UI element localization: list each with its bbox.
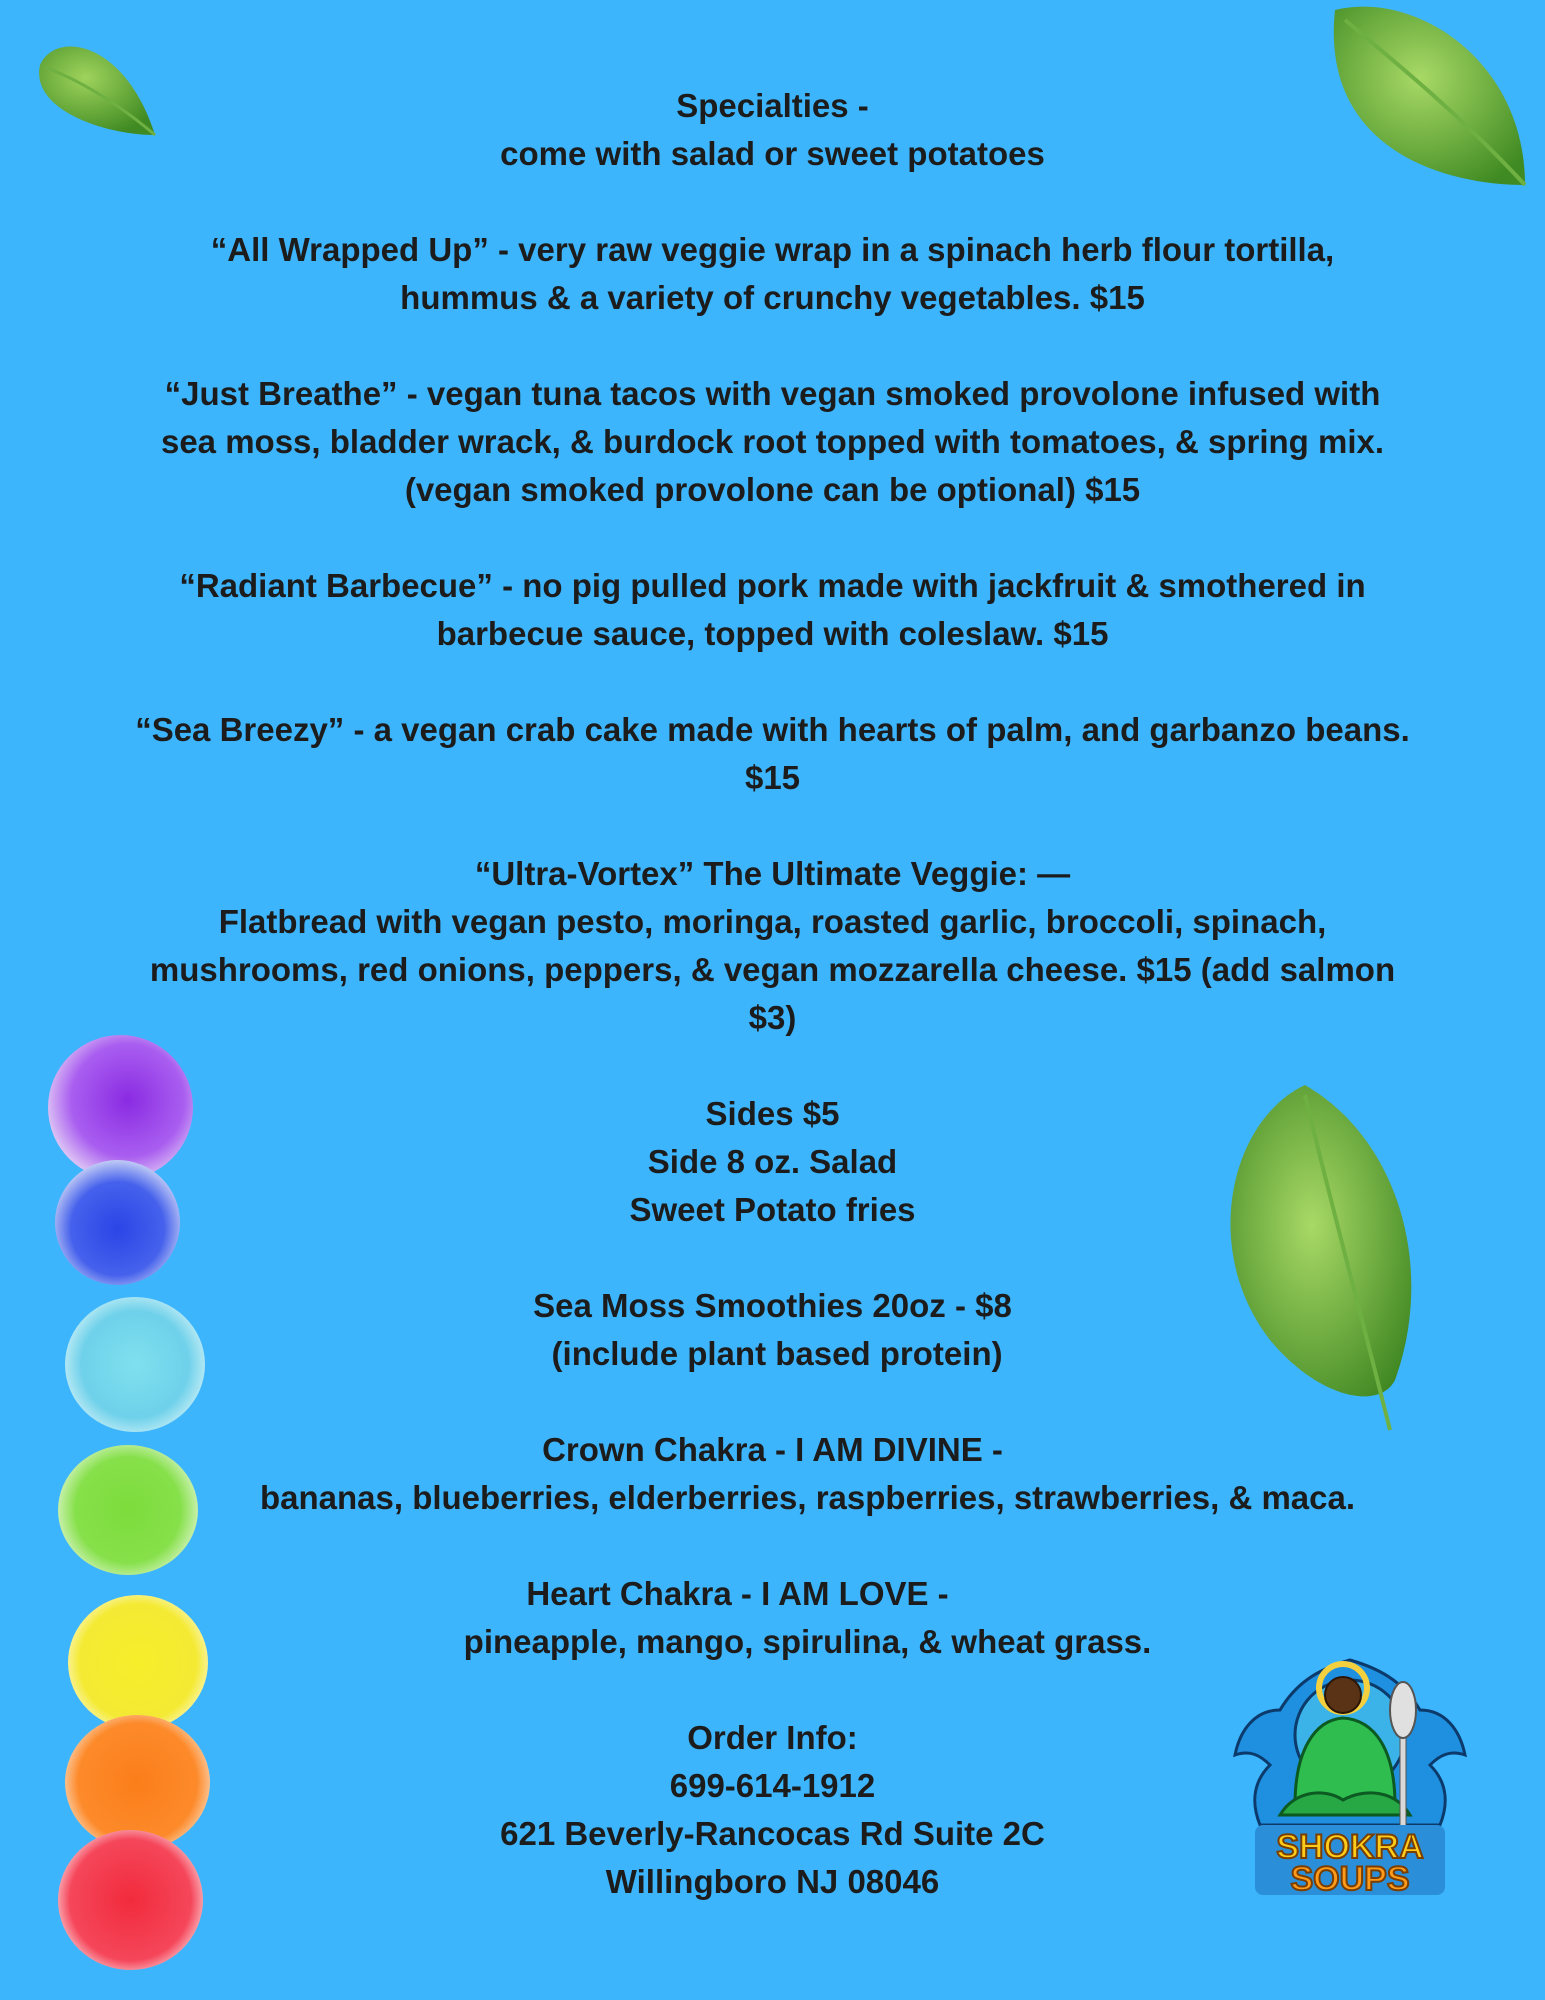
menu-item-line: “Radiant Barbecue” - no pig pulled pork made with jackfruit & smothered in: [179, 567, 1366, 604]
menu-item-all-wrapped-up: [60, 226, 1485, 322]
sides-item: Side 8 oz. Salad: [647, 1143, 898, 1180]
menu-item-line: barbecue sauce, topped with coleslaw. $15: [436, 615, 1109, 652]
menu-item-line: “Sea Breezy” - a vegan crab cake made with hearts of palm, and garbanzo beans.: [135, 711, 1410, 748]
smoothie-ingredients: pineapple, mango, spirulina, & wheat grass.: [463, 1623, 1152, 1660]
order-phone: 699-614-1912: [669, 1767, 876, 1804]
smoothie-title: Heart Chakra - I AM LOVE -: [526, 1575, 949, 1612]
specialties-title: Specialties -: [676, 87, 869, 124]
logo-text-top: SHOKRA: [1276, 1828, 1424, 1866]
menu-item-line: $15: [744, 759, 801, 796]
smoothies-note: (include plant based protein): [542, 1335, 1003, 1372]
specialties-subtitle: come with salad or sweet potatoes: [500, 135, 1045, 172]
order-address-street: 621 Beverly-Rancocas Rd Suite 2C: [500, 1815, 1045, 1852]
specialties-heading: [60, 82, 1485, 178]
smoothie-crown-chakra: [60, 1426, 1485, 1522]
logo-text-bottom: SOUPS: [1290, 1860, 1410, 1898]
smoothies-title: Sea Moss Smoothies 20oz - $8: [533, 1287, 1012, 1324]
order-title: Order Info:: [687, 1719, 858, 1756]
smoothie-ingredients: bananas, blueberries, elderberries, raspberries, strawberries, & maca.: [259, 1479, 1356, 1516]
menu-item-ultra-vortex: [60, 850, 1485, 1042]
menu-item-line: sea moss, bladder wrack, & burdock root topped with tomatoes, & spring mix.: [160, 423, 1385, 460]
menu-item-line: (vegan smoked provolone can be optional) $15: [404, 471, 1141, 508]
sides-item: Sweet Potato fries: [629, 1191, 916, 1228]
sides-title: Sides $5: [705, 1095, 840, 1132]
menu-item-line: “Ultra-Vortex” The Ultimate Veggie: —: [474, 855, 1071, 892]
menu-item-radiant-barbecue: [60, 562, 1485, 658]
menu-item-line: Flatbread with vegan pesto, moringa, roasted garlic, broccoli, spinach,: [218, 903, 1327, 940]
menu-item-just-breathe: [60, 370, 1485, 514]
menu-item-line: “Just Breathe” - vegan tuna tacos with vegan smoked provolone infused with: [164, 375, 1381, 412]
menu-item-line: “All Wrapped Up” - very raw veggie wrap in a spinach herb flour tortilla,: [210, 231, 1335, 268]
order-address-city: Willingboro NJ 08046: [605, 1863, 940, 1900]
menu-item-line: mushrooms, red onions, peppers, & vegan mozzarella cheese. $15 (add salmon: [149, 951, 1396, 988]
sides-section: [60, 1090, 1485, 1234]
smoothie-title: Crown Chakra - I AM DIVINE -: [542, 1431, 1003, 1468]
monk-logo-icon: [1225, 1640, 1475, 1900]
menu-item-line: hummus & a variety of crunchy vegetables. $15: [400, 279, 1145, 316]
menu-item-line: $3): [748, 999, 797, 1036]
smoothies-header: [60, 1282, 1485, 1378]
menu-item-sea-breezy: [60, 706, 1485, 802]
